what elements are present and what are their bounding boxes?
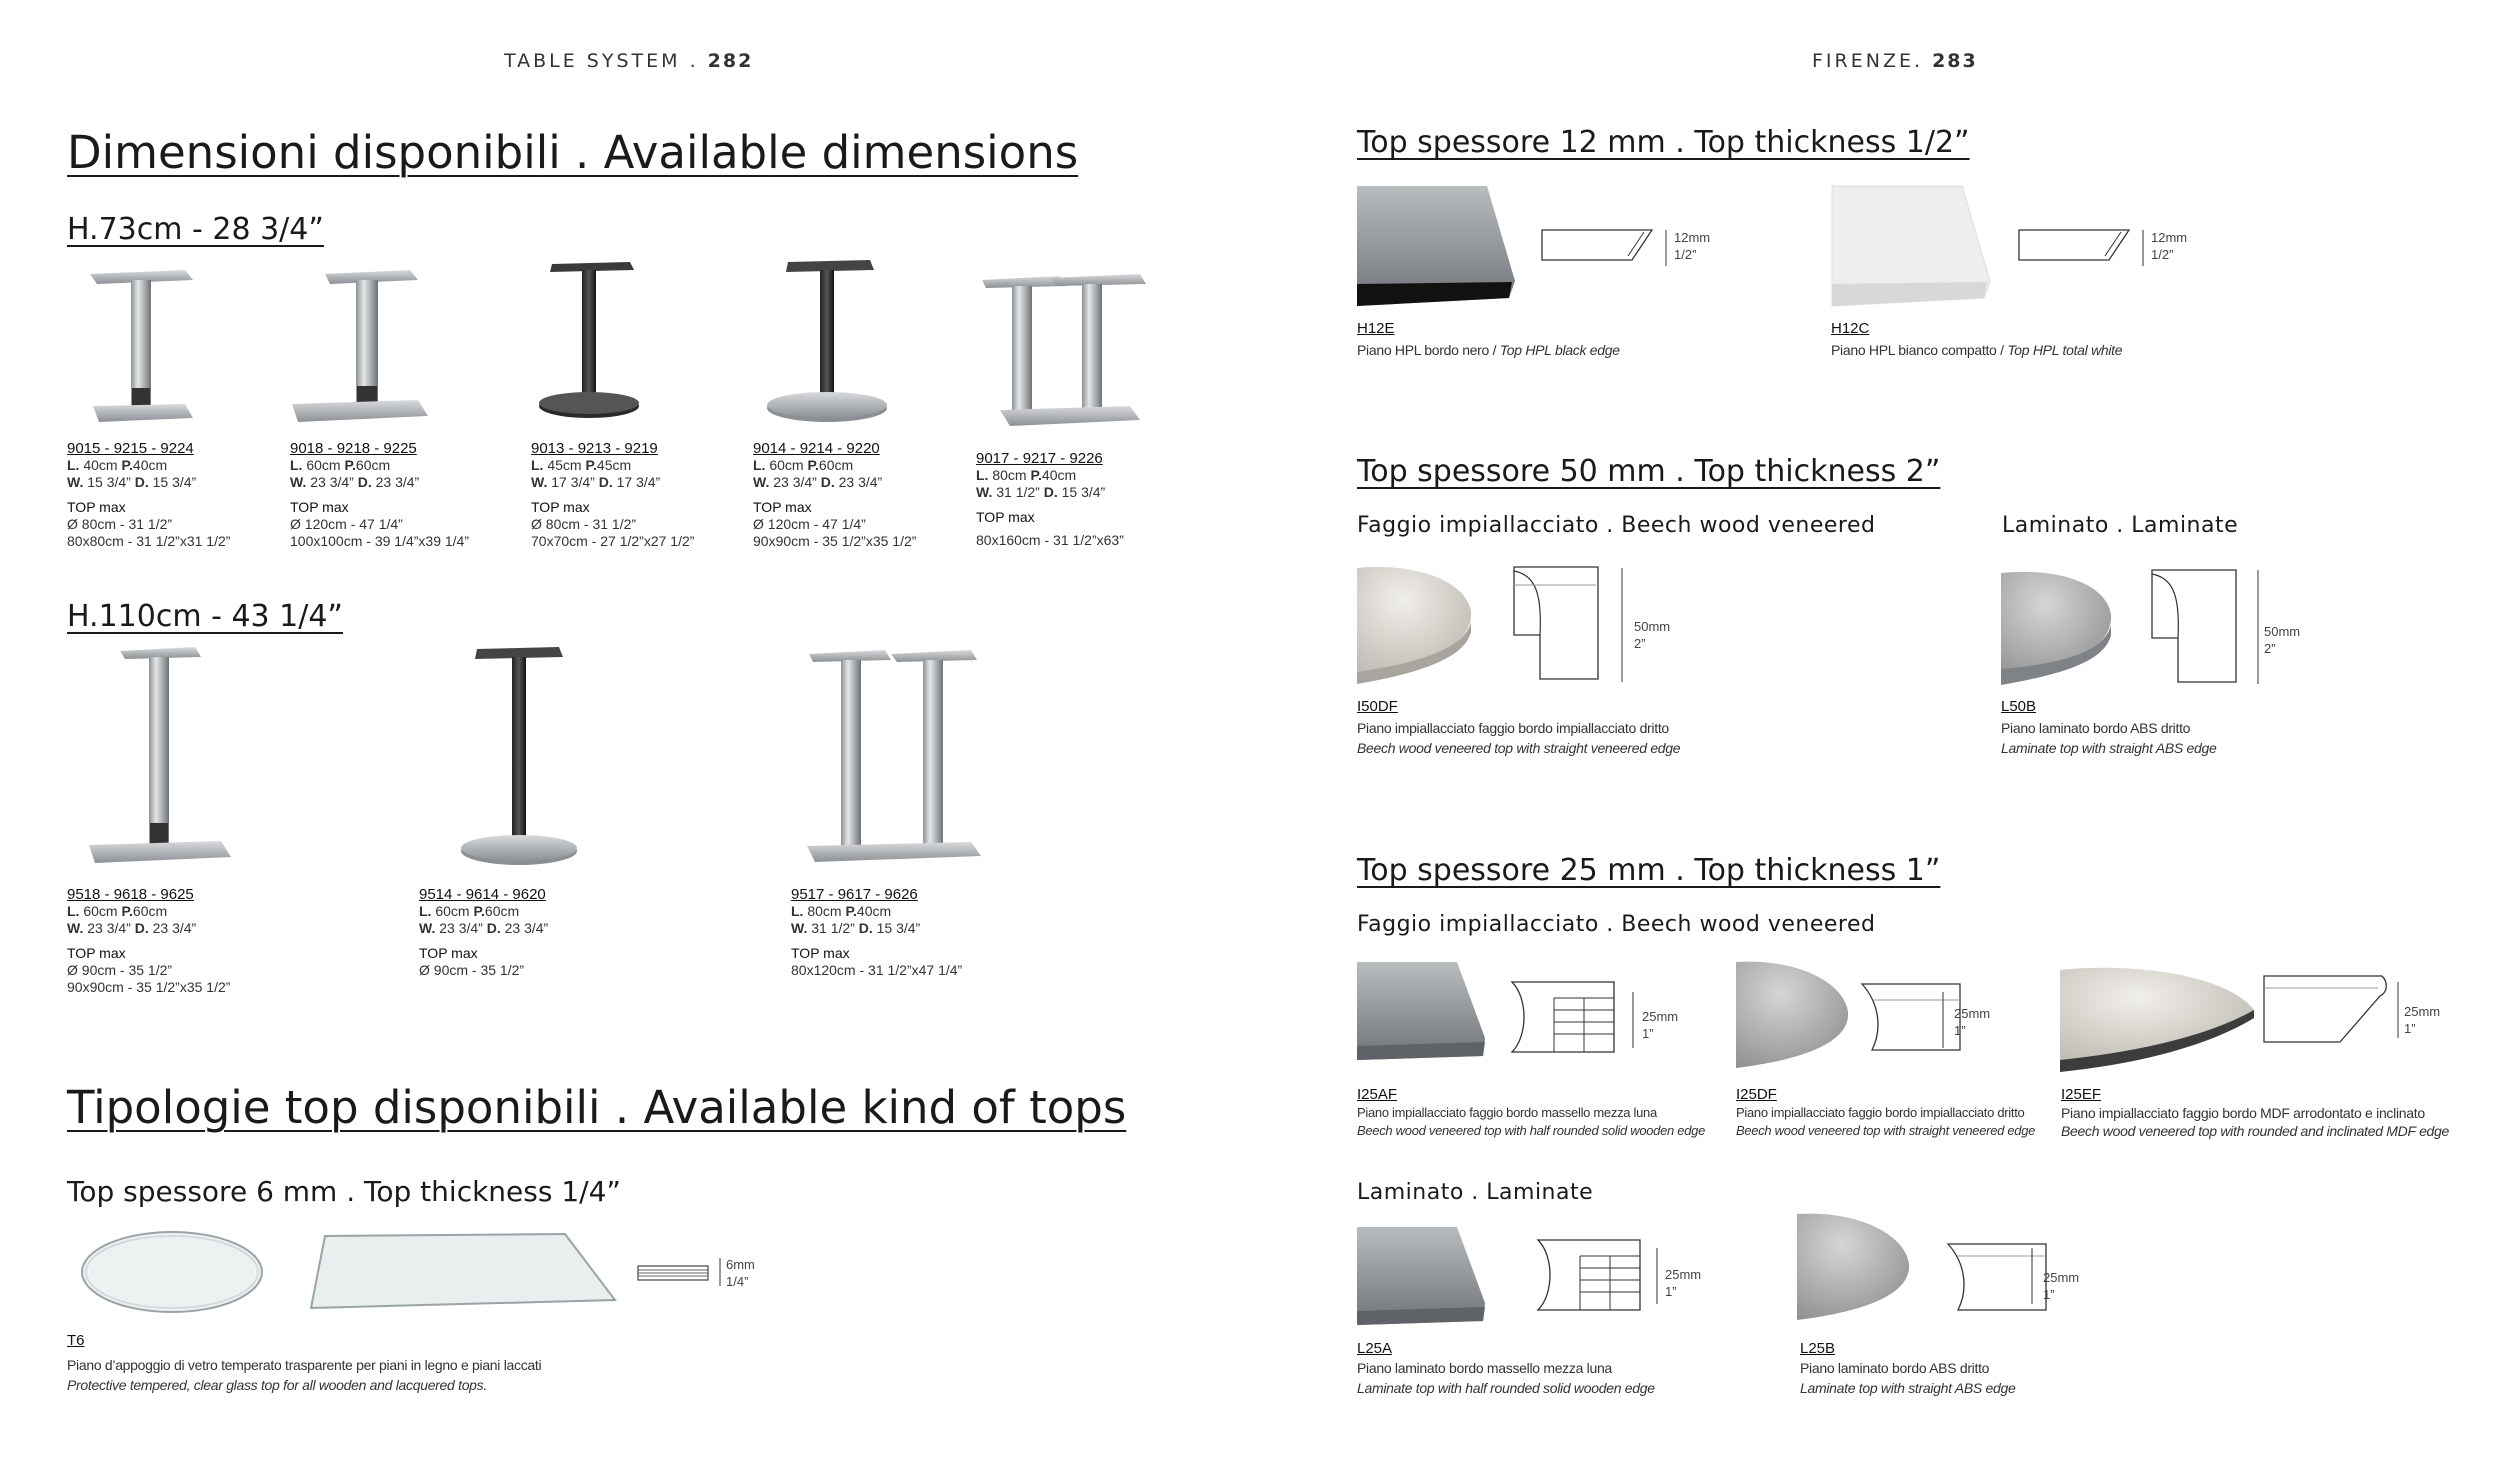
top-max-label: TOP max (753, 499, 812, 515)
i25af-edge-profile (1510, 980, 1620, 1055)
h12c-image (1832, 186, 1992, 311)
left-page-number: 282 (707, 50, 754, 72)
top50-beech-subheading: Faggio impiallacciato . Beech wood veneered (1357, 513, 1876, 538)
i25af-code: I25AF (1357, 1086, 1398, 1103)
glass-edge-profile (636, 1258, 716, 1288)
size-metric: L. 80cm P.40cm (976, 467, 1077, 483)
top-max-label: TOP max (419, 945, 478, 961)
top-max-rect: 80x120cm - 31 1/2”x47 1/4” (791, 962, 963, 978)
top-max-square: 70x70cm - 27 1/2”x27 1/2” (531, 533, 695, 549)
t6-description (67, 1355, 541, 1395)
top-max-square: 90x90cm - 35 1/2”x35 1/2” (67, 979, 231, 995)
i25ef-edge-profile (2262, 972, 2392, 1047)
size-metric: L. 60cm P.60cm (753, 457, 854, 473)
top-max-round: Ø 120cm - 47 1/4” (753, 516, 866, 532)
dimension-bracket (1631, 990, 1637, 1050)
description-it: Piano laminato bordo ABS dritto (1800, 1360, 1990, 1376)
h12e-dimension: 12mm 1/2” (1674, 230, 1711, 262)
h12e-code: H12E (1357, 320, 1395, 337)
base-caption-9014 (753, 440, 916, 550)
size-imperial: W. 23 3/4” D. 23 3/4” (753, 474, 883, 490)
description-en: Beech wood veneered top with half rounded solid wooden edge (1357, 1123, 1706, 1138)
description-en: Beech wood veneered top with rounded and inclinated MDF edge (2061, 1123, 2450, 1139)
size-imperial: W. 31 1/2” D. 15 3/4” (976, 484, 1106, 500)
h73-heading: H.73cm - 28 3/4” (67, 212, 324, 247)
l50b-dimension: 50mm 2” (2264, 624, 2301, 656)
base-code: 9514 - 9614 - 9620 (419, 886, 546, 903)
right-header-label: FIRENZE. (1812, 50, 1933, 72)
description-it: Piano HPL bianco compatto / (1831, 342, 2008, 358)
i50df-dimension: 50mm 2” (1634, 619, 1671, 651)
top-max-label: TOP max (67, 945, 126, 961)
i25af-dimension: 25mm 1” (1642, 1009, 1679, 1041)
top-max-round: Ø 80cm - 31 1/2” (67, 516, 173, 532)
description-en: Protective tempered, clear glass top for all wooden and lacquered tops. (67, 1377, 487, 1393)
base-caption-9517 (791, 886, 962, 979)
size-imperial: W. 31 1/2” D. 15 3/4” (791, 920, 921, 936)
description-en: Top HPL black edge (1499, 342, 1620, 358)
top25-laminate-subheading: Laminato . Laminate (1357, 1180, 1594, 1205)
base-code: 9017 - 9217 - 9226 (976, 450, 1103, 467)
size-metric: L. 45cm P.45cm (531, 457, 632, 473)
description-it: Piano impiallacciato faggio bordo massello mezza luna (1357, 1105, 1657, 1120)
i25df-code: I25DF (1736, 1086, 1777, 1103)
left-running-header (504, 50, 753, 72)
size-metric: L. 60cm P.60cm (290, 457, 391, 473)
left-header-label: TABLE SYSTEM . (504, 50, 708, 72)
i25df-dimension: 25mm 1” (1954, 1006, 1991, 1038)
base-caption-9015 (67, 440, 230, 550)
description-en: Beech wood veneered top with straight veneered edge (1357, 740, 1681, 756)
size-metric: L. 60cm P.60cm (419, 903, 520, 919)
description-it: Piano impiallacciato faggio bordo MDF arrodontato e inclinato (2061, 1105, 2425, 1121)
i25ef-description (2061, 1104, 2449, 1140)
description-it: Piano laminato bordo ABS dritto (2001, 720, 2191, 736)
base-caption-9518 (67, 886, 230, 996)
top12-heading: Top spessore 12 mm . Top thickness 1/2” (1357, 125, 1970, 160)
base-code: 9018 - 9218 - 9225 (290, 440, 417, 457)
l25b-dimension: 25mm 1” (2043, 1270, 2080, 1302)
dimension-bracket (2396, 980, 2402, 1040)
top50-heading: Top spessore 50 mm . Top thickness 2” (1357, 454, 1941, 489)
description-en: Laminate top with half rounded solid wooden edge (1357, 1380, 1655, 1396)
base-code: 9518 - 9618 - 9625 (67, 886, 194, 903)
available-dimensions-title: Dimensioni disponibili . Available dimensions (67, 126, 1079, 179)
glass-top-images (75, 1228, 675, 1318)
top-max-rect: 80x160cm - 31 1/2”x63” (976, 532, 1124, 548)
size-imperial: W. 23 3/4” D. 23 3/4” (290, 474, 420, 490)
right-page-number: 283 (1932, 50, 1978, 72)
base-caption-9018 (290, 440, 469, 550)
l25b-image (1797, 1210, 1917, 1325)
i50df-image (1357, 562, 1477, 687)
l25b-code: L25B (1800, 1340, 1836, 1357)
l50b-description (2001, 718, 2216, 758)
dimension-bracket (2256, 568, 2262, 686)
base-image-9518 (85, 645, 235, 870)
i50df-description (1357, 718, 1680, 758)
l25a-image (1357, 1225, 1492, 1330)
dimension-bracket (2030, 1246, 2036, 1306)
base-image-9517 (805, 648, 985, 868)
top-max-round: Ø 90cm - 35 1/2” (67, 962, 173, 978)
top25-heading: Top spessore 25 mm . Top thickness 1” (1357, 853, 1941, 888)
available-tops-title: Tipologie top disponibili . Available kind of tops (67, 1081, 1127, 1134)
h12c-dimension: 12mm 1/2” (2151, 230, 2188, 262)
size-metric: L. 80cm P.40cm (791, 903, 892, 919)
top6-dimension: 6mm 1/4” (726, 1257, 755, 1289)
i25af-description (1357, 1104, 1705, 1140)
l25b-edge-profile (1946, 1240, 2056, 1315)
h12c-code: H12C (1831, 320, 1870, 337)
description-it: Piano d’appoggio di vetro temperato trasparente per piani in legno e piani laccati (67, 1357, 542, 1373)
top6-heading: Top spessore 6 mm . Top thickness 1/4” (67, 1175, 621, 1208)
dimension-bracket (1941, 990, 1947, 1050)
size-imperial: W. 23 3/4” D. 23 3/4” (67, 920, 197, 936)
l25a-edge-profile (1536, 1238, 1646, 1313)
top25-beech-subheading: Faggio impiallacciato . Beech wood veneered (1357, 912, 1876, 937)
size-metric: L. 60cm P.60cm (67, 903, 168, 919)
l25b-description (1800, 1358, 2015, 1398)
dimension-bracket (1655, 1246, 1661, 1306)
top-max-label: TOP max (531, 499, 590, 515)
description-it: Piano HPL bordo nero / (1357, 342, 1500, 358)
size-imperial: W. 17 3/4” D. 17 3/4” (531, 474, 661, 490)
top-max-square: 80x80cm - 31 1/2”x31 1/2” (67, 533, 231, 549)
size-imperial: W. 15 3/4” D. 15 3/4” (67, 474, 197, 490)
base-caption-9017 (976, 450, 1124, 549)
l25a-code: L25A (1357, 1340, 1393, 1357)
top-max-label: TOP max (976, 509, 1035, 525)
i50df-code: I50DF (1357, 698, 1398, 715)
top-max-round: Ø 80cm - 31 1/2” (531, 516, 637, 532)
base-code: 9013 - 9213 - 9219 (531, 440, 658, 457)
top-max-label: TOP max (290, 499, 349, 515)
base-code: 9517 - 9617 - 9626 (791, 886, 918, 903)
top-max-label: TOP max (67, 499, 126, 515)
size-imperial: W. 23 3/4” D. 23 3/4” (419, 920, 549, 936)
h12c-description (1831, 340, 2122, 360)
dimension-bracket (2141, 228, 2147, 268)
i50df-edge-profile (1512, 565, 1612, 685)
l25a-dimension: 25mm 1” (1665, 1267, 1702, 1299)
base-image-9014 (760, 258, 890, 428)
right-running-header (1812, 50, 1978, 72)
top-max-label: TOP max (791, 945, 850, 961)
i25df-image (1736, 958, 1856, 1073)
dimension-bracket (718, 1256, 724, 1288)
dimension-bracket (1620, 566, 1626, 684)
h12e-description (1357, 340, 1620, 360)
description-en: Laminate top with straight ABS edge (1800, 1380, 2016, 1396)
description-en: Beech wood veneered top with straight veneered edge (1736, 1123, 2036, 1138)
dimension-bracket (1664, 228, 1670, 268)
l50b-edge-profile (2150, 568, 2250, 688)
top-max-square: 100x100cm - 39 1/4”x39 1/4” (290, 533, 469, 549)
description-it: Piano impiallacciato faggio bordo impiallacciato dritto (1357, 720, 1669, 736)
i25df-description (1736, 1104, 2035, 1140)
l50b-image (2001, 565, 2121, 687)
t6-code: T6 (67, 1332, 85, 1349)
top-max-square: 90x90cm - 35 1/2”x35 1/2” (753, 533, 917, 549)
h12c-edge-profile (2017, 226, 2137, 266)
base-image-9013 (530, 260, 650, 425)
i25ef-code: I25EF (2061, 1086, 2102, 1103)
l50b-code: L50B (2001, 698, 2037, 715)
i25ef-dimension: 25mm 1” (2404, 1004, 2441, 1036)
h12e-image (1357, 186, 1517, 311)
base-code: 9015 - 9215 - 9224 (67, 440, 194, 457)
top50-laminate-subheading: Laminato . Laminate (2002, 513, 2239, 538)
description-it: Piano impiallacciato faggio bordo impiallacciato dritto (1736, 1105, 2025, 1120)
i25ef-image (2058, 960, 2258, 1075)
top-max-round: Ø 90cm - 35 1/2” (419, 962, 525, 978)
h110-heading: H.110cm - 43 1/4” (67, 599, 343, 634)
base-image-9015 (85, 266, 195, 426)
base-image-9018 (290, 266, 430, 426)
size-metric: L. 40cm P.40cm (67, 457, 168, 473)
base-caption-9514 (419, 886, 548, 979)
i25af-image (1357, 960, 1492, 1070)
base-caption-9013 (531, 440, 694, 550)
base-image-9514 (455, 645, 585, 870)
h12e-edge-profile (1540, 226, 1660, 266)
description-en: Top HPL total white (2007, 342, 2123, 358)
base-image-9017 (980, 272, 1150, 432)
description-en: Laminate top with straight ABS edge (2001, 740, 2217, 756)
l25a-description (1357, 1358, 1655, 1398)
top-max-round: Ø 120cm - 47 1/4” (290, 516, 403, 532)
description-it: Piano laminato bordo massello mezza luna (1357, 1360, 1612, 1376)
base-code: 9014 - 9214 - 9220 (753, 440, 880, 457)
